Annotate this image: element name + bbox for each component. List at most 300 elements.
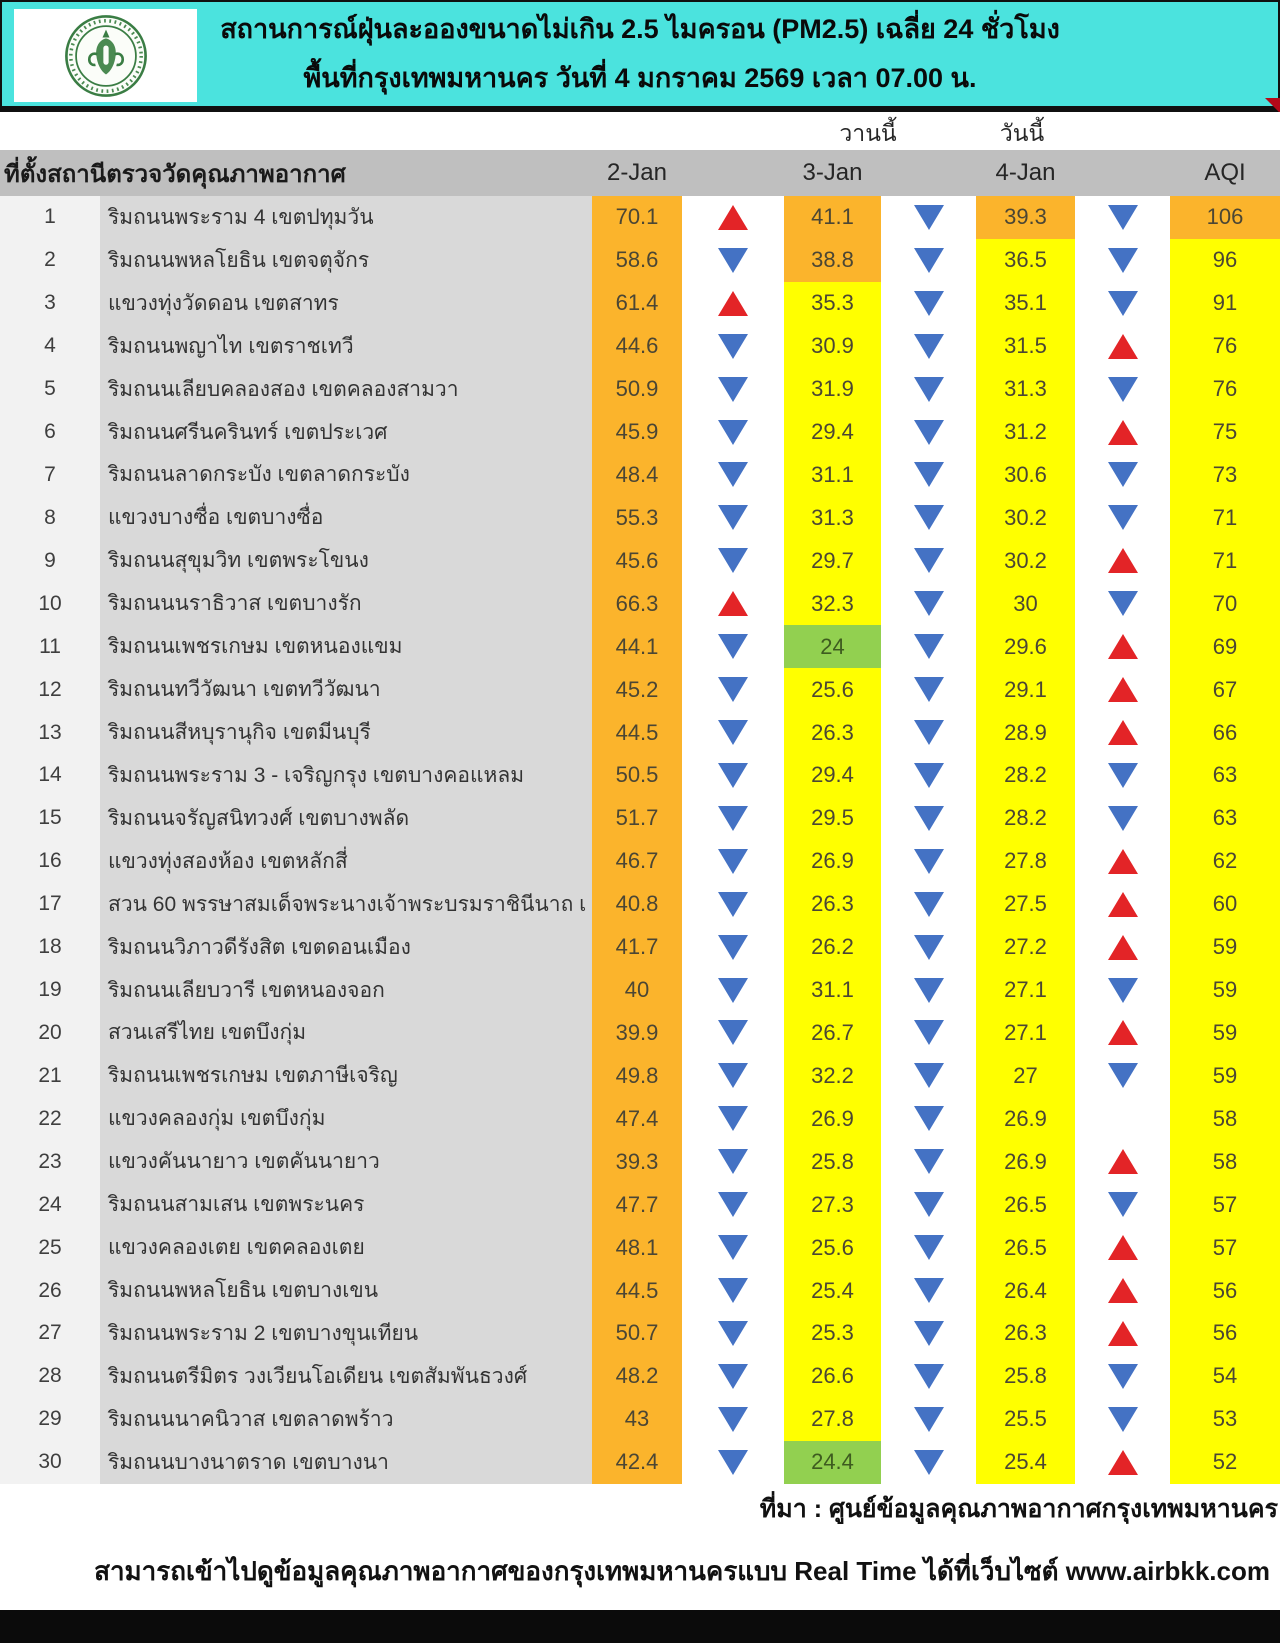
trend-up-icon <box>1075 711 1170 754</box>
station-name: ริมถนนบางนาตราด เขตบางนา <box>100 1441 592 1484</box>
pm25-3jan: 32.2 <box>784 1054 881 1097</box>
column-header-station: ที่ตั้งสถานีตรวจวัดคุณภาพอากาศ <box>4 160 346 188</box>
trend-down-icon <box>718 548 748 573</box>
trend-down-icon <box>914 334 944 359</box>
realtime-note: สามารถเข้าไปดูข้อมูลคุณภาพอากาศของกรุงเทพมหานครแบบ Real Time ได้ที่เว็บไซต์ www.airbkk.com <box>94 1556 1270 1587</box>
trend-down-icon <box>881 625 976 668</box>
trend-down-icon <box>682 1097 784 1140</box>
trend-down-icon <box>718 849 748 874</box>
trend-down-icon <box>1108 1063 1138 1088</box>
pm25-4jan: 26.9 <box>976 1140 1075 1183</box>
trend-down-icon <box>1075 368 1170 411</box>
source-note: ที่มา : ศูนย์ข้อมูลคุณภาพอากาศกรุงเทพมหานคร <box>759 1494 1278 1523</box>
pm25-2jan: 44.5 <box>592 1269 682 1312</box>
row-number: 1 <box>0 196 100 239</box>
table-row <box>0 1226 1280 1269</box>
table-row <box>0 1269 1280 1312</box>
pm25-2jan: 50.7 <box>592 1312 682 1355</box>
bma-logo <box>14 9 197 102</box>
trend-down-icon <box>1075 282 1170 325</box>
report-header <box>0 0 1280 112</box>
table-row <box>0 1398 1280 1441</box>
table-row <box>0 1183 1280 1226</box>
trend-down-icon <box>914 1278 944 1303</box>
trend-up-icon <box>1108 935 1138 960</box>
pm25-3jan: 32.3 <box>784 582 881 625</box>
table-row <box>0 325 1280 368</box>
trend-down-icon <box>1075 1054 1170 1097</box>
trend-down-icon <box>881 196 976 239</box>
trend-down-icon <box>881 1097 976 1140</box>
trend-up-icon <box>1108 634 1138 659</box>
trend-down-icon <box>914 892 944 917</box>
trend-up-icon <box>1108 334 1138 359</box>
trend-down-icon <box>914 720 944 745</box>
trend-down-icon <box>1108 978 1138 1003</box>
trend-up-icon <box>1108 892 1138 917</box>
pm25-4jan: 28.2 <box>976 754 1075 797</box>
row-number: 3 <box>0 282 100 325</box>
trend-down-icon <box>682 969 784 1012</box>
station-name: ริมถนนพระราม 2 เขตบางขุนเทียน <box>100 1312 592 1355</box>
pm25-2jan: 45.2 <box>592 668 682 711</box>
station-name: ริมถนนพญาไท เขตราชเทวี <box>100 325 592 368</box>
pm25-2jan: 66.3 <box>592 582 682 625</box>
trend-up-icon <box>1075 1226 1170 1269</box>
table-row <box>0 1012 1280 1055</box>
pm25-4jan: 27.2 <box>976 926 1075 969</box>
trend-down-icon <box>1108 462 1138 487</box>
table-row <box>0 883 1280 926</box>
trend-down-icon <box>682 1398 784 1441</box>
trend-up-icon <box>1075 539 1170 582</box>
trend-up-icon <box>1108 677 1138 702</box>
trend-down-icon <box>718 334 748 359</box>
trend-down-icon <box>682 797 784 840</box>
trend-down-icon <box>881 1269 976 1312</box>
trend-up-icon <box>1108 1235 1138 1260</box>
table-row <box>0 797 1280 840</box>
trend-down-icon <box>1075 1398 1170 1441</box>
trend-up-icon <box>682 282 784 325</box>
trend-down-icon <box>1108 806 1138 831</box>
trend-up-icon <box>1075 1012 1170 1055</box>
trend-down-icon <box>682 883 784 926</box>
row-number: 7 <box>0 454 100 497</box>
trend-down-icon <box>682 840 784 883</box>
pm25-2jan: 41.7 <box>592 926 682 969</box>
trend-down-icon <box>718 1063 748 1088</box>
pm25-4jan: 28.9 <box>976 711 1075 754</box>
row-number: 28 <box>0 1355 100 1398</box>
table-row <box>0 1097 1280 1140</box>
trend-up-icon <box>1075 883 1170 926</box>
pm25-3jan: 25.4 <box>784 1269 881 1312</box>
trend-down-icon <box>1075 582 1170 625</box>
station-name: ริมถนนศรีนครินทร์ เขตประเวศ <box>100 411 592 454</box>
pm25-4jan: 27.5 <box>976 883 1075 926</box>
row-number: 4 <box>0 325 100 368</box>
aqi-value: 106 <box>1170 196 1280 239</box>
trend-down-icon <box>718 1192 748 1217</box>
station-name: ริมถนนเพชรเกษม เขตภาษีเจริญ <box>100 1054 592 1097</box>
trend-up-icon <box>1075 411 1170 454</box>
trend-down-icon <box>914 205 944 230</box>
pm25-3jan: 25.8 <box>784 1140 881 1183</box>
aqi-value: 58 <box>1170 1097 1280 1140</box>
station-name: ริมถนนสีหบุรานุกิจ เขตมีนบุรี <box>100 711 592 754</box>
aqi-value: 91 <box>1170 282 1280 325</box>
trend-down-icon <box>682 411 784 454</box>
row-number: 10 <box>0 582 100 625</box>
pm25-3jan: 31.3 <box>784 496 881 539</box>
aqi-value: 54 <box>1170 1355 1280 1398</box>
trend-down-icon <box>881 1355 976 1398</box>
pm25-2jan: 44.6 <box>592 325 682 368</box>
row-number: 11 <box>0 625 100 668</box>
trend-down-icon <box>881 454 976 497</box>
pm25-2jan: 61.4 <box>592 282 682 325</box>
trend-up-icon <box>1075 1269 1170 1312</box>
trend-up-icon <box>1108 1321 1138 1346</box>
trend-down-icon <box>881 582 976 625</box>
trend-down-icon <box>682 668 784 711</box>
trend-down-icon <box>718 377 748 402</box>
table-row <box>0 926 1280 969</box>
aqi-value: 52 <box>1170 1441 1280 1484</box>
trend-down-icon <box>914 462 944 487</box>
trend-down-icon <box>682 1140 784 1183</box>
table-row <box>0 582 1280 625</box>
pm25-3jan: 31.1 <box>784 969 881 1012</box>
aqi-value: 59 <box>1170 926 1280 969</box>
pm25-2jan: 40 <box>592 969 682 1012</box>
report-title-line2: พื้นที่กรุงเทพมหานคร วันที่ 4 มกราคม 2569 เวลา 07.00 น. <box>303 63 977 93</box>
trend-up-icon <box>1108 548 1138 573</box>
pm25-2jan: 42.4 <box>592 1441 682 1484</box>
trend-down-icon <box>881 1226 976 1269</box>
trend-down-icon <box>1075 454 1170 497</box>
pm25-2jan: 47.7 <box>592 1183 682 1226</box>
column-header-2jan: 2-Jan <box>606 159 668 186</box>
trend-down-icon <box>682 1269 784 1312</box>
trend-up-icon <box>682 582 784 625</box>
pm25-4jan: 31.3 <box>976 368 1075 411</box>
pm25-3jan: 26.3 <box>784 883 881 926</box>
pm25-3jan: 26.7 <box>784 1012 881 1055</box>
trend-down-icon <box>718 1106 748 1131</box>
station-name: แขวงคลองเตย เขตคลองเตย <box>100 1226 592 1269</box>
station-name: แขวงคลองกุ่ม เขตบึงกุ่ม <box>100 1097 592 1140</box>
station-name: ริมถนนเพชรเกษม เขตหนองแขม <box>100 625 592 668</box>
pm25-2jan: 44.1 <box>592 625 682 668</box>
trend-down-icon <box>1108 377 1138 402</box>
trend-down-icon <box>914 634 944 659</box>
pm25-4jan: 25.5 <box>976 1398 1075 1441</box>
trend-down-icon <box>682 1054 784 1097</box>
trend-down-icon <box>914 591 944 616</box>
station-name: ริมถนนพหลโยธิน เขตบางเขน <box>100 1269 592 1312</box>
pm25-3jan: 25.3 <box>784 1312 881 1355</box>
trend-down-icon <box>718 677 748 702</box>
pm25-3jan: 29.4 <box>784 411 881 454</box>
table-row <box>0 1312 1280 1355</box>
trend-down-icon <box>881 883 976 926</box>
pm25-3jan: 26.9 <box>784 840 881 883</box>
pm25-4jan: 27.8 <box>976 840 1075 883</box>
aqi-value: 59 <box>1170 1012 1280 1055</box>
station-name: ริมถนนวิภาวดีรังสิต เขตดอนเมือง <box>100 926 592 969</box>
aqi-value: 63 <box>1170 797 1280 840</box>
trend-down-icon <box>718 935 748 960</box>
trend-down-icon <box>881 1312 976 1355</box>
trend-up-icon <box>718 291 748 316</box>
station-name: แขวงทุ่งสองห้อง เขตหลักสี่ <box>100 840 592 883</box>
trend-up-icon <box>1075 625 1170 668</box>
trend-down-icon <box>1075 239 1170 282</box>
table-column-header <box>0 150 1280 196</box>
trend-down-icon <box>682 1012 784 1055</box>
pm25-4jan: 35.1 <box>976 282 1075 325</box>
pm25-3jan: 29.4 <box>784 754 881 797</box>
trend-down-icon <box>718 1364 748 1389</box>
pm25-2jan: 51.7 <box>592 797 682 840</box>
trend-down-icon <box>1075 196 1170 239</box>
pm25-2jan: 48.1 <box>592 1226 682 1269</box>
pm25-4jan: 27 <box>976 1054 1075 1097</box>
trend-down-icon <box>718 1321 748 1346</box>
trend-down-icon <box>914 1321 944 1346</box>
trend-down-icon <box>881 368 976 411</box>
trend-down-icon <box>718 1407 748 1432</box>
pm25-3jan: 35.3 <box>784 282 881 325</box>
trend-down-icon <box>914 1063 944 1088</box>
trend-down-icon <box>881 668 976 711</box>
trend-down-icon <box>881 239 976 282</box>
row-number: 29 <box>0 1398 100 1441</box>
trend-down-icon <box>718 763 748 788</box>
aqi-value: 56 <box>1170 1312 1280 1355</box>
row-number: 5 <box>0 368 100 411</box>
pm25-3jan: 24.4 <box>784 1441 881 1484</box>
trend-none <box>1075 1097 1170 1140</box>
pm25-3jan: 31.1 <box>784 454 881 497</box>
trend-down-icon <box>718 1020 748 1045</box>
aqi-value: 60 <box>1170 883 1280 926</box>
trend-up-icon <box>1075 668 1170 711</box>
row-number: 23 <box>0 1140 100 1183</box>
station-name: สวนเสรีไทย เขตบึงกุ่ม <box>100 1012 592 1055</box>
trend-down-icon <box>1075 1355 1170 1398</box>
pm25-2jan: 47.4 <box>592 1097 682 1140</box>
table-row <box>0 840 1280 883</box>
pm25-2jan: 46.7 <box>592 840 682 883</box>
pm25-2jan: 40.8 <box>592 883 682 926</box>
trend-down-icon <box>1075 1183 1170 1226</box>
trend-down-icon <box>914 1192 944 1217</box>
trend-down-icon <box>1075 754 1170 797</box>
trend-down-icon <box>718 1235 748 1260</box>
today-label: วันนี้ <box>999 120 1045 146</box>
aqi-value: 76 <box>1170 368 1280 411</box>
trend-down-icon <box>682 926 784 969</box>
table-row <box>0 454 1280 497</box>
row-number: 16 <box>0 840 100 883</box>
trend-down-icon <box>718 806 748 831</box>
trend-down-icon <box>718 1278 748 1303</box>
pm25-2jan: 43 <box>592 1398 682 1441</box>
pm25-4jan: 26.9 <box>976 1097 1075 1140</box>
trend-up-icon <box>1075 1441 1170 1484</box>
pm25-4jan: 30.6 <box>976 454 1075 497</box>
table-body <box>0 196 1280 1484</box>
trend-down-icon <box>881 1398 976 1441</box>
trend-down-icon <box>914 1450 944 1475</box>
pm25-3jan: 27.8 <box>784 1398 881 1441</box>
row-number: 25 <box>0 1226 100 1269</box>
row-number: 24 <box>0 1183 100 1226</box>
aqi-value: 59 <box>1170 1054 1280 1097</box>
trend-down-icon <box>881 969 976 1012</box>
trend-up-icon <box>1108 720 1138 745</box>
trend-down-icon <box>682 1355 784 1398</box>
row-number: 22 <box>0 1097 100 1140</box>
pm25-4jan: 30.2 <box>976 539 1075 582</box>
row-number: 30 <box>0 1441 100 1484</box>
column-header-4jan: 4-Jan <box>995 159 1056 186</box>
trend-down-icon <box>881 1140 976 1183</box>
trend-down-icon <box>682 1441 784 1484</box>
trend-down-icon <box>1075 797 1170 840</box>
station-name: แขวงทุ่งวัดดอน เขตสาทร <box>100 282 592 325</box>
pm25-4jan: 30.2 <box>976 496 1075 539</box>
trend-down-icon <box>1108 763 1138 788</box>
row-number: 26 <box>0 1269 100 1312</box>
trend-down-icon <box>914 763 944 788</box>
trend-down-icon <box>1108 205 1138 230</box>
pm25-2jan: 45.6 <box>592 539 682 582</box>
table-row <box>0 196 1280 239</box>
trend-up-icon <box>1108 1278 1138 1303</box>
trend-down-icon <box>682 1226 784 1269</box>
table-row <box>0 1355 1280 1398</box>
trend-down-icon <box>718 1450 748 1475</box>
trend-down-icon <box>682 711 784 754</box>
trend-up-icon <box>1075 1312 1170 1355</box>
pm25-3jan: 25.6 <box>784 668 881 711</box>
trend-down-icon <box>914 849 944 874</box>
trend-down-icon <box>1108 248 1138 273</box>
row-number: 15 <box>0 797 100 840</box>
trend-down-icon <box>881 1441 976 1484</box>
station-name: ริมถนนพหลโยธิน เขตจตุจักร <box>100 239 592 282</box>
aqi-value: 56 <box>1170 1269 1280 1312</box>
station-name: ริมถนนตรีมิตร วงเวียนโอเดียน เขตสัมพันธวงศ์ <box>100 1355 592 1398</box>
pm25-4jan: 25.4 <box>976 1441 1075 1484</box>
pm25-4jan: 39.3 <box>976 196 1075 239</box>
table-row <box>0 239 1280 282</box>
day-labels-row <box>0 112 1280 150</box>
pm25-2jan: 58.6 <box>592 239 682 282</box>
station-name: ริมถนนพระราม 3 - เจริญกรุง เขตบางคอแหลม <box>100 754 592 797</box>
aqi-value: 63 <box>1170 754 1280 797</box>
trend-down-icon <box>881 1012 976 1055</box>
pm25-2jan: 70.1 <box>592 196 682 239</box>
column-header-aqi: AQI <box>1204 159 1246 186</box>
pm25-4jan: 36.5 <box>976 239 1075 282</box>
aqi-value: 71 <box>1170 496 1280 539</box>
pm25-3jan: 31.9 <box>784 368 881 411</box>
pm25-3jan: 26.2 <box>784 926 881 969</box>
table-row <box>0 969 1280 1012</box>
pm25-2jan: 50.5 <box>592 754 682 797</box>
row-number: 21 <box>0 1054 100 1097</box>
trend-down-icon <box>1108 1407 1138 1432</box>
trend-down-icon <box>682 1312 784 1355</box>
trend-down-icon <box>914 377 944 402</box>
trend-down-icon <box>881 711 976 754</box>
table-row <box>0 496 1280 539</box>
trend-down-icon <box>881 282 976 325</box>
station-name: ริมถนนเลียบคลองสอง เขตคลองสามวา <box>100 368 592 411</box>
pm25-2jan: 45.9 <box>592 411 682 454</box>
report-title-line1: สถานการณ์ฝุ่นละอองขนาดไม่เกิน 2.5 ไมครอน (PM2.5) เฉลี่ย 24 ชั่วโมง <box>220 14 1060 44</box>
aqi-value: 57 <box>1170 1226 1280 1269</box>
table-row <box>0 668 1280 711</box>
aqi-value: 66 <box>1170 711 1280 754</box>
pm25-3jan: 26.6 <box>784 1355 881 1398</box>
trend-down-icon <box>914 1407 944 1432</box>
pm25-3jan: 27.3 <box>784 1183 881 1226</box>
trend-down-icon <box>718 720 748 745</box>
pm25-3jan: 25.6 <box>784 1226 881 1269</box>
trend-down-icon <box>914 935 944 960</box>
station-name: ริมถนนลาดกระบัง เขตลาดกระบัง <box>100 454 592 497</box>
trend-down-icon <box>881 754 976 797</box>
trend-down-icon <box>914 1149 944 1174</box>
row-number: 17 <box>0 883 100 926</box>
table-row <box>0 1140 1280 1183</box>
pm25-4jan: 31.2 <box>976 411 1075 454</box>
aqi-value: 76 <box>1170 325 1280 368</box>
pm25-4jan: 26.5 <box>976 1183 1075 1226</box>
table-row <box>0 368 1280 411</box>
trend-up-icon <box>1108 1149 1138 1174</box>
trend-down-icon <box>1108 1192 1138 1217</box>
table-row <box>0 1441 1280 1484</box>
trend-down-icon <box>914 978 944 1003</box>
aqi-value: 96 <box>1170 239 1280 282</box>
pm25-3jan: 41.1 <box>784 196 881 239</box>
aqi-value: 70 <box>1170 582 1280 625</box>
station-name: แขวงคันนายาว เขตคันนายาว <box>100 1140 592 1183</box>
pm25-2jan: 55.3 <box>592 496 682 539</box>
aqi-value: 57 <box>1170 1183 1280 1226</box>
pm25-3jan: 26.9 <box>784 1097 881 1140</box>
trend-up-icon <box>1075 325 1170 368</box>
aqi-value: 67 <box>1170 668 1280 711</box>
aqi-value: 73 <box>1170 454 1280 497</box>
pm25-3jan: 30.9 <box>784 325 881 368</box>
trend-down-icon <box>1075 969 1170 1012</box>
pm25-4jan: 27.1 <box>976 1012 1075 1055</box>
aqi-value: 59 <box>1170 969 1280 1012</box>
trend-down-icon <box>914 248 944 273</box>
trend-down-icon <box>682 325 784 368</box>
row-number: 9 <box>0 539 100 582</box>
bottom-black-bar <box>0 1610 1280 1643</box>
trend-down-icon <box>881 325 976 368</box>
